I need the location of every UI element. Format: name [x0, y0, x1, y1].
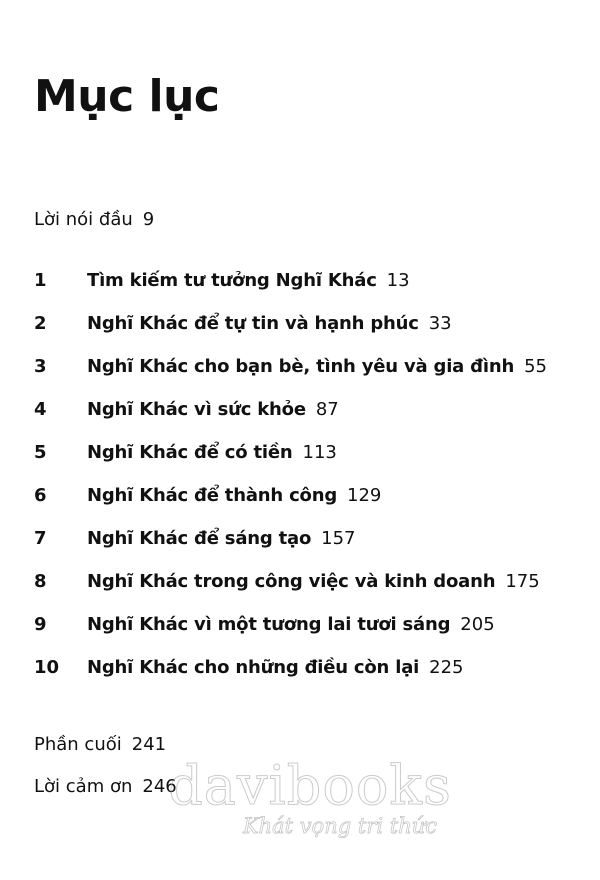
chapter-title-text: Nghĩ Khác cho những điều còn lại: [87, 657, 420, 678]
chapter-page: 175: [505, 571, 540, 592]
chapter-title: [87, 268, 410, 294]
back-matter-entry: [34, 776, 177, 798]
page-title: Mục lục: [34, 71, 220, 122]
chapter-title: [87, 311, 452, 337]
chapter-title-text: Nghĩ Khác vì một tương lai tươi sáng: [87, 614, 451, 635]
chapter-title: [87, 440, 337, 466]
chapter-page: 225: [429, 657, 464, 678]
chapter-page: 33: [428, 313, 452, 334]
chapter-title: [87, 655, 463, 681]
chapter-number: 4: [34, 399, 47, 420]
chapter-title: [87, 354, 547, 380]
chapter-number: 9: [34, 614, 47, 635]
chapter-number: 8: [34, 571, 47, 592]
chapter-page: 13: [386, 270, 410, 291]
back-matter-label: Lời cảm ơn: [34, 776, 133, 797]
back-matter-page: 241: [131, 734, 167, 755]
chapter-title: [87, 483, 381, 509]
chapter-title-text: Nghĩ Khác vì sức khỏe: [87, 399, 306, 420]
chapter-title: [87, 526, 356, 552]
back-matter-entry: [34, 734, 166, 756]
back-matter-label: Phần cuối: [34, 734, 122, 755]
chapter-title-text: Nghĩ Khác để thành công: [87, 485, 338, 506]
chapter-page: 113: [302, 442, 337, 463]
front-matter-page: 9: [142, 209, 155, 230]
watermark-tagline: Khát vọng tri thức: [242, 814, 438, 838]
chapter-title-text: Nghĩ Khác để tự tin và hạnh phúc: [87, 313, 419, 334]
watermark: [160, 754, 460, 838]
chapter-number: 7: [34, 528, 47, 549]
chapter-title: [87, 397, 339, 423]
chapter-number: 6: [34, 485, 47, 506]
chapter-number: 1: [34, 270, 47, 291]
chapter-page: 157: [321, 528, 356, 549]
chapter-title-text: Nghĩ Khác trong công việc và kinh doanh: [87, 571, 496, 592]
chapter-title-text: Nghĩ Khác cho bạn bè, tình yêu và gia đình: [87, 356, 515, 377]
chapter-page: 129: [347, 485, 382, 506]
chapter-page: 205: [460, 614, 495, 635]
chapter-number: 2: [34, 313, 47, 334]
front-matter-label: Lời nói đầu: [34, 209, 133, 230]
chapter-number: 5: [34, 442, 47, 463]
front-matter-entry: [34, 209, 154, 231]
watermark-logo: davibooks: [168, 754, 452, 817]
chapter-page: 87: [315, 399, 339, 420]
chapter-title-text: Nghĩ Khác để sáng tạo: [87, 528, 312, 549]
chapter-number: 3: [34, 356, 47, 377]
chapter-title: [87, 612, 495, 638]
chapter-page: 55: [524, 356, 547, 377]
back-matter-page: 246: [142, 776, 177, 797]
chapter-title: [87, 569, 540, 595]
chapter-title-text: Tìm kiếm tư tưởng Nghĩ Khác: [87, 270, 377, 291]
chapter-title-text: Nghĩ Khác để có tiền: [87, 442, 293, 463]
chapter-number: 10: [34, 657, 60, 678]
